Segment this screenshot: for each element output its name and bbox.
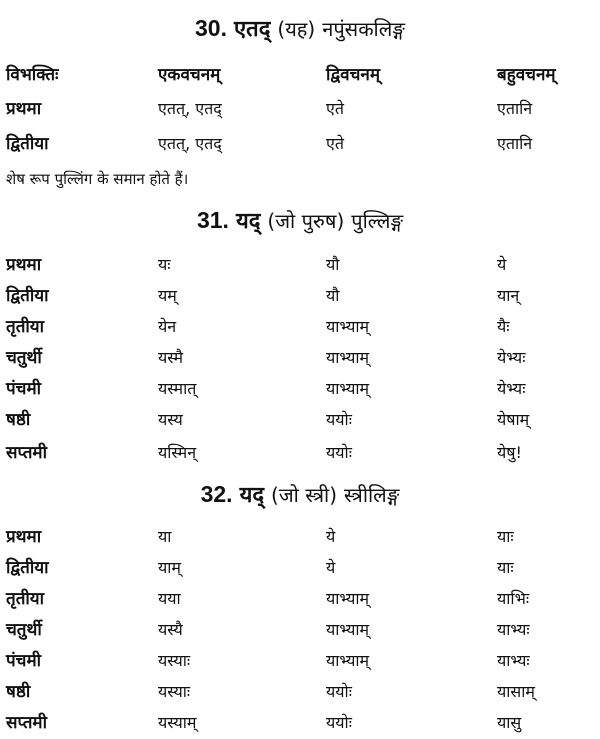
dual-form: यौ [326, 255, 340, 274]
dual-form: याभ्याम् [326, 317, 370, 336]
table-row [0, 252, 600, 278]
section-heading-32 [0, 480, 600, 510]
plural-form: येषु! [497, 443, 522, 462]
case-name: प्रथमा [6, 99, 42, 119]
singular-form: यस्याम् [158, 713, 197, 732]
section-meaning: (जो स्त्री) [271, 483, 337, 507]
dual-form: याभ्याम् [326, 651, 370, 670]
case-name: तृतीया [6, 589, 45, 609]
dual-form: ययोः [326, 713, 352, 732]
case-name: पंचमी [6, 379, 42, 399]
singular-form: येन [158, 317, 177, 336]
plural-form: यासु [497, 713, 522, 732]
case-name: द्वितीया [6, 134, 49, 154]
plural-form: ये [497, 255, 507, 274]
plural-form: येषाम् [497, 410, 530, 429]
table-row [0, 617, 600, 643]
dual-form: ययोः [326, 410, 352, 429]
case-name: सप्तमी [6, 713, 47, 733]
case-name: षष्ठी [6, 410, 31, 430]
table-row [0, 648, 600, 674]
singular-form: यस्मिन् [158, 443, 197, 462]
table-row [0, 555, 600, 581]
plural-form: याः [497, 527, 514, 546]
singular-form: एतत्, एतद् [158, 99, 222, 118]
section-word: यद् [235, 209, 261, 234]
case-name: चतुर्थी [6, 620, 42, 640]
case-name: प्रथमा [6, 527, 42, 547]
singular-form: याम् [158, 558, 181, 577]
case-name: प्रथमा [6, 255, 42, 275]
dual-form: याभ्याम् [326, 379, 370, 398]
case-name: षष्ठी [6, 682, 31, 702]
case-name: सप्तमी [6, 443, 47, 463]
header-vibhakti: विभक्तिः [6, 65, 59, 85]
plural-form: यैः [497, 317, 510, 336]
section-heading-30 [0, 14, 600, 44]
case-name: चतुर्थी [6, 348, 42, 368]
plural-form: याः [497, 558, 514, 577]
case-name: तृतीया [6, 317, 45, 337]
singular-form: यस्मात् [158, 379, 197, 398]
section-meaning: (जो पुरुष) [267, 209, 345, 233]
table-row [0, 376, 600, 402]
table-row [0, 314, 600, 340]
section-word: यद् [239, 483, 265, 508]
singular-form: एतत्, एतद् [158, 134, 222, 153]
plural-form: यासाम् [497, 682, 535, 701]
section-heading-31 [0, 206, 600, 236]
singular-form: यः [158, 255, 171, 274]
table-row [0, 131, 600, 157]
singular-form: यस्यै [158, 620, 183, 639]
case-name: द्वितीया [6, 558, 49, 578]
table-row [0, 524, 600, 550]
dual-form: याभ्याम् [326, 589, 370, 608]
dual-form: याभ्याम् [326, 348, 370, 367]
table-row [0, 96, 600, 122]
singular-form: यस्याः [158, 682, 191, 701]
section-number: 32. [200, 481, 233, 507]
header-dvivachan: द्विवचनम् [326, 65, 381, 85]
plural-form: येभ्यः [497, 379, 526, 398]
singular-form: यस्याः [158, 651, 191, 670]
table-row [0, 586, 600, 612]
case-name: द्वितीया [6, 286, 49, 306]
table-row [0, 710, 600, 736]
plural-form: येभ्यः [497, 348, 526, 367]
dual-form: ये [326, 558, 336, 577]
dual-form: ययोः [326, 443, 352, 462]
section-number: 31. [196, 207, 229, 233]
section-number: 30. [195, 15, 227, 41]
table-row [0, 440, 600, 466]
header-bahuvachan: बहुवचनम् [497, 65, 556, 85]
plural-form: याभ्यः [497, 620, 530, 639]
singular-form: यस्मै [158, 348, 184, 367]
plural-form: याभ्यः [497, 651, 530, 670]
dual-form: एते [326, 134, 344, 153]
singular-form: या [158, 527, 172, 546]
section-note: शेष रूप पुल्लिंग के समान होते हैं। [6, 170, 189, 188]
table-row [0, 679, 600, 705]
plural-form: एतानि [497, 134, 533, 153]
section-word: एतद् [234, 17, 271, 42]
dual-form: ये [326, 527, 336, 546]
singular-form: यम् [158, 286, 177, 305]
table-row [0, 345, 600, 371]
section-meaning: (यह) [277, 17, 316, 41]
singular-form: यया [158, 589, 181, 608]
section-gender: नपुंसकलिङ्ग [322, 17, 405, 41]
plural-form: एतानि [497, 99, 533, 118]
header-ekavachan: एकवचनम् [158, 65, 221, 85]
table-header-row [0, 62, 600, 88]
dual-form: एते [326, 99, 344, 118]
section-gender: पुल्लिङ्ग [351, 209, 404, 233]
section-gender: स्त्रीलिङ्ग [344, 483, 400, 507]
dual-form: याभ्याम् [326, 620, 370, 639]
dual-form: यौ [326, 286, 340, 305]
singular-form: यस्य [158, 410, 183, 429]
table-row [0, 283, 600, 309]
case-name: पंचमी [6, 651, 42, 671]
table-row [0, 407, 600, 433]
plural-form: यान् [497, 286, 520, 305]
dual-form: ययोः [326, 682, 352, 701]
plural-form: याभिः [497, 589, 530, 608]
